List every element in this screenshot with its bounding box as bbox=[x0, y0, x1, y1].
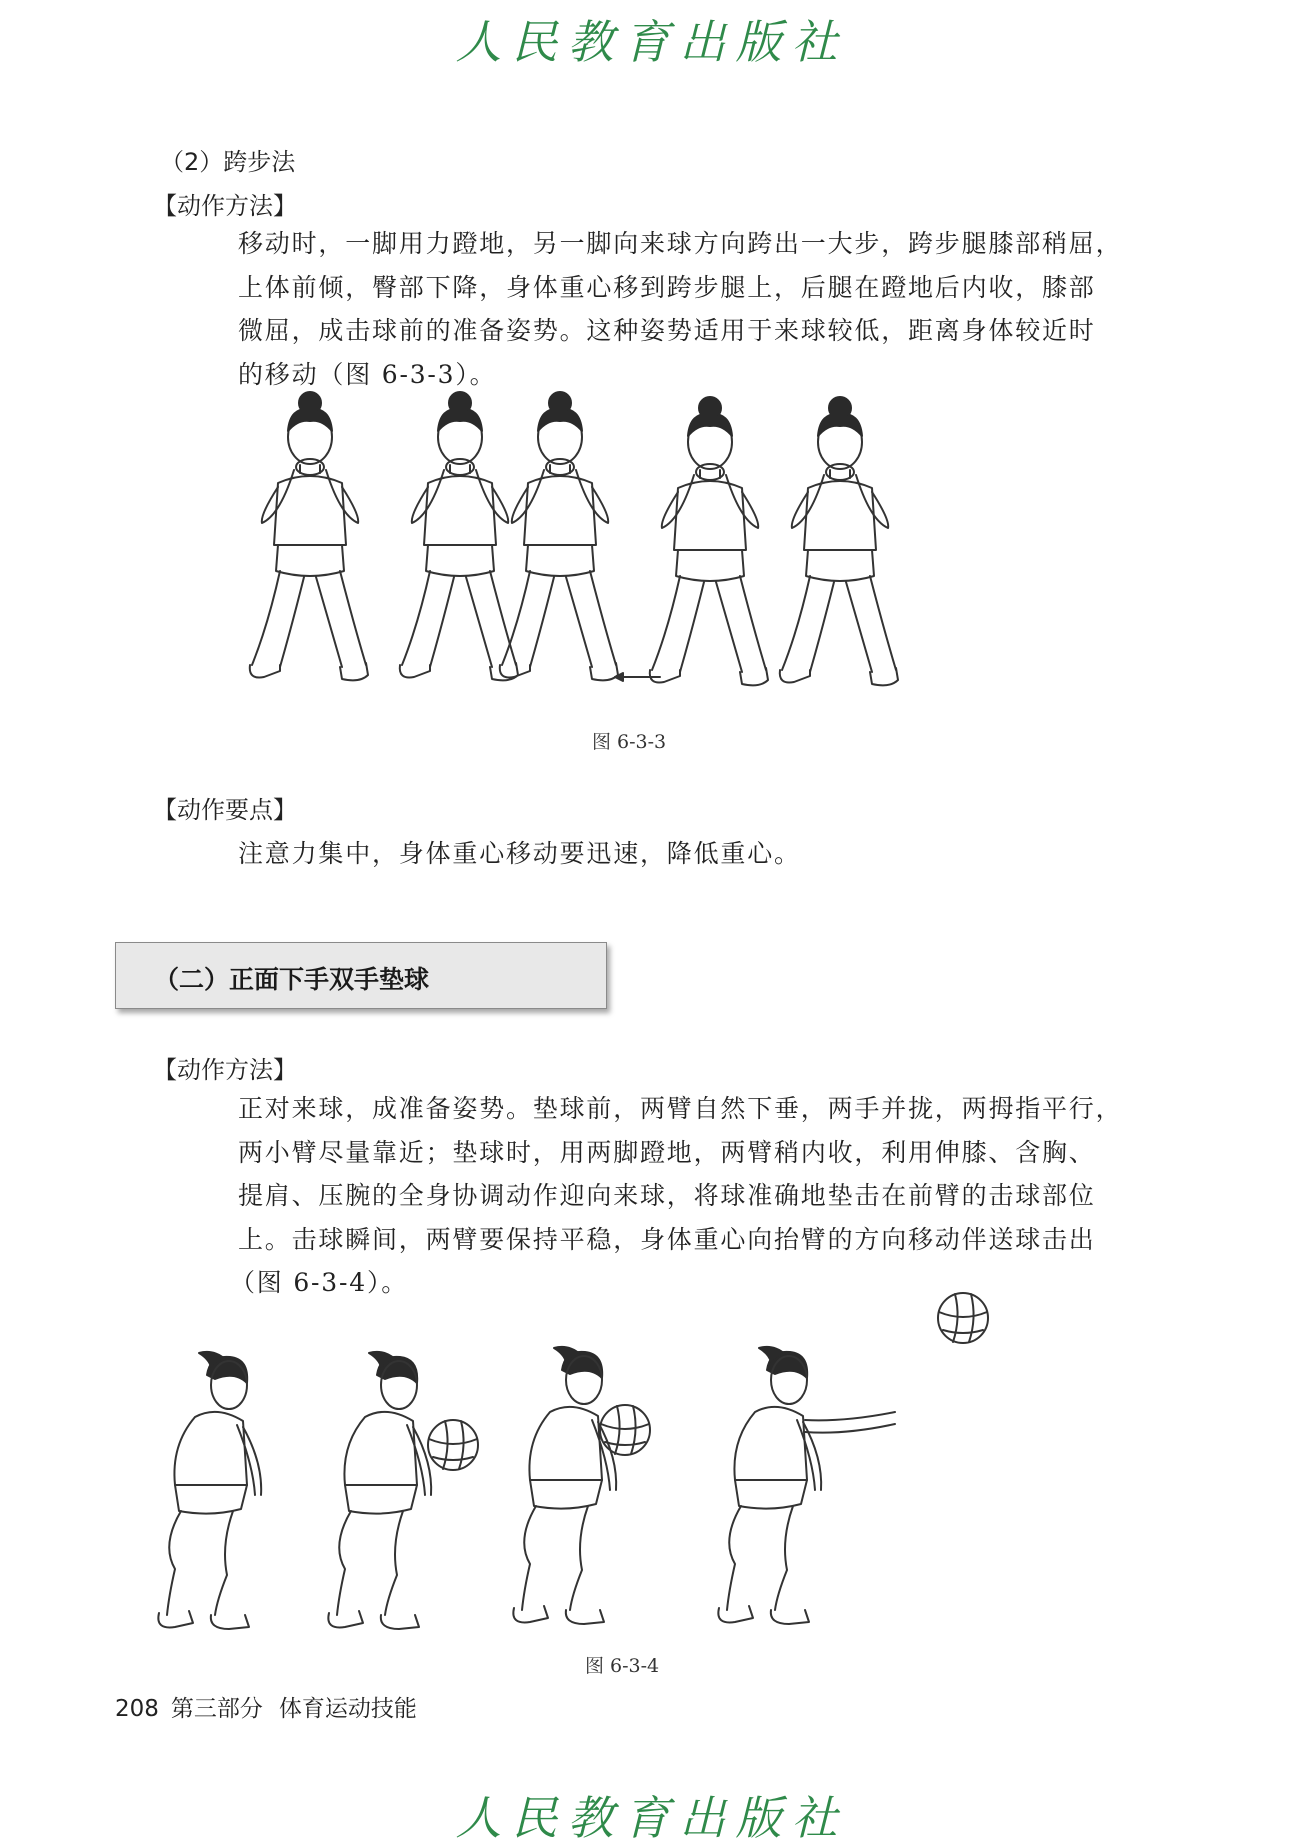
figure-6-3-4-illustration bbox=[155, 1300, 1115, 1630]
chapter-label: 体育运动技能 bbox=[278, 1696, 417, 1722]
volleyball-icon bbox=[428, 1420, 478, 1470]
section-title-box bbox=[115, 942, 607, 1009]
publisher-logo-top: 人民教育出版社 bbox=[455, 15, 848, 69]
section-title: （二）正面下手双手垫球 bbox=[154, 965, 430, 994]
paragraph-line: 两小臂尽量靠近；垫球时，用两脚蹬地，两臂稍内收，利用伸膝、含胸、 bbox=[238, 1137, 1096, 1167]
paragraph-line: 的移动（图 6-3-3）。 bbox=[238, 359, 497, 389]
pass-pose-2 bbox=[328, 1352, 431, 1629]
figure-caption-6-3-3: 图 6-3-3 bbox=[592, 731, 667, 753]
figure-pose-2 bbox=[400, 392, 518, 680]
method-paragraph-2 bbox=[230, 1087, 1143, 1305]
volleyball-icon bbox=[938, 1293, 988, 1343]
paragraph-line: 注意力集中，身体重心移动要迅速，降低重心。 bbox=[238, 839, 801, 868]
figure-pose-4 bbox=[650, 397, 768, 685]
page-number: 208 bbox=[115, 1696, 159, 1722]
figure-caption-6-3-4: 图 6-3-4 bbox=[585, 1655, 660, 1677]
paragraph-line: （图 6-3-4）。 bbox=[230, 1268, 409, 1297]
paragraph-line: 微屈，成击球前的准备姿势。这种姿势适用于来球较低，距离身体较近时 bbox=[238, 316, 1096, 345]
method-label-1: 【动作方法】 bbox=[153, 192, 297, 220]
page-footer bbox=[115, 1690, 417, 1723]
publisher-logo-bottom: 人民教育出版社 bbox=[455, 1791, 848, 1845]
paragraph-line: 上。击球瞬间，两臂要保持平稳，身体重心向抬臂的方向移动伴送球击出 bbox=[238, 1224, 1096, 1254]
pass-pose-4 bbox=[718, 1347, 821, 1624]
keypoints-label: 【动作要点】 bbox=[153, 796, 297, 824]
volleyball-icon bbox=[600, 1405, 650, 1455]
method-label-2: 【动作方法】 bbox=[153, 1056, 297, 1084]
figure-pose-3 bbox=[500, 392, 618, 680]
figure-pose-1 bbox=[250, 392, 368, 680]
figure-6-3-3-illustration bbox=[250, 395, 1010, 715]
paragraph-line: 提肩、压腕的全身协调动作迎向来球，将球准确地垫击在前臂的击球部位 bbox=[238, 1181, 1096, 1210]
extended-arms bbox=[805, 1412, 895, 1433]
pass-pose-1 bbox=[158, 1352, 261, 1629]
paragraph-line: 上体前倾，臀部下降，身体重心移到跨步腿上，后腿在蹬地后内收，膝部 bbox=[238, 272, 1096, 302]
method-paragraph-1 bbox=[238, 222, 1143, 396]
paragraph-line: 正对来球，成准备姿势。垫球前，两臂自然下垂，两手并拢，两拇指平行， bbox=[238, 1094, 1123, 1123]
pass-pose-3 bbox=[513, 1347, 616, 1624]
paragraph-line: 移动时，一脚用力蹬地，另一脚向来球方向跨出一大步，跨步腿膝部稍屈， bbox=[238, 229, 1123, 258]
figure-pose-5 bbox=[780, 397, 898, 685]
subheading-step-method: （2）跨步法 bbox=[160, 148, 296, 176]
keypoints-paragraph bbox=[238, 832, 1143, 876]
part-label: 第三部分 bbox=[170, 1696, 263, 1722]
